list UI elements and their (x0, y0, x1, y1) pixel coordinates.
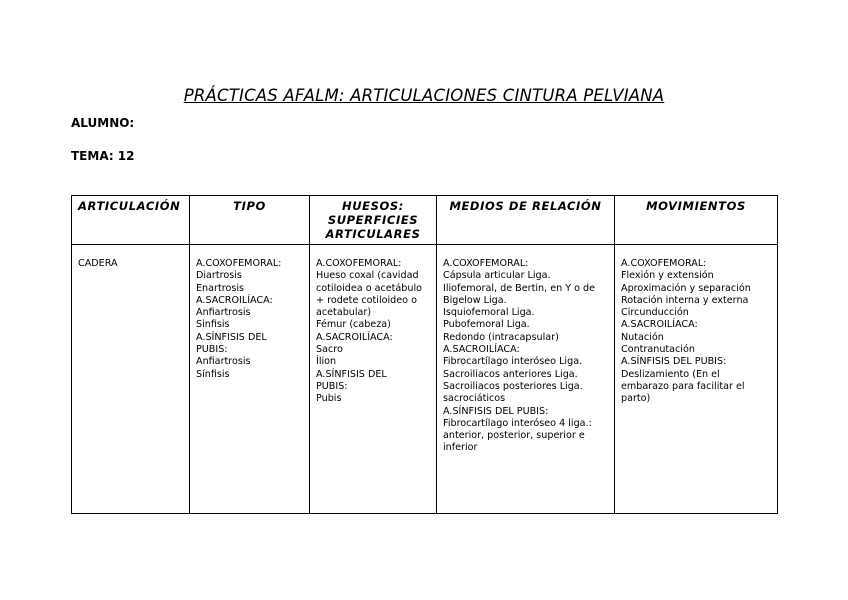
page-title: PRÁCTICAS AFALM: ARTICULACIONES CINTURA PELVIANA (183, 86, 665, 105)
cell-line: Sínfisis (196, 368, 230, 380)
header-medios (437, 196, 615, 245)
alumno-label: ALUMNO: (71, 116, 135, 130)
cell-line: Sacroiliacos posteriores Liga. (443, 380, 583, 392)
cell-line: Isquiofemoral Liga. (443, 307, 535, 319)
cell-line: Diartrosis (196, 270, 242, 282)
cell-line: cotiloidea o acetábulo (316, 282, 423, 294)
cell-line: A.COXOFEMORAL: (316, 258, 402, 269)
table-header-row (72, 196, 778, 245)
cell-line: Sacroiliacos anteriores Liga. (443, 368, 578, 380)
header-line: HUESOS: (342, 199, 404, 213)
cell-line: Anfiartrosis (196, 356, 251, 368)
cell-line: A.SÍNFISIS DEL (196, 331, 267, 343)
cell-line: parto) (621, 393, 651, 405)
header-movimientos (615, 196, 778, 245)
header-line: SUPERFICIES (327, 213, 419, 227)
header-line: MEDIOS DE RELACIÓN (449, 199, 602, 213)
table-row (72, 245, 778, 514)
header-huesos (310, 196, 437, 245)
header-tipo (190, 196, 310, 245)
cell-line: acetabular) (316, 307, 372, 319)
cell-line: A.SÍNFISIS DEL (316, 368, 387, 380)
cell-line: A.SACROILÍACA: (196, 294, 273, 306)
cell-line: Aproximación y separación (621, 282, 751, 294)
header-line: MOVIMIENTOS (646, 199, 746, 213)
cell-line: A.SACROILÍACA: (316, 331, 393, 343)
cell-line: Deslizamiento (En el (621, 368, 720, 380)
cell-line: Fibrocartílago interóseo 4 liga.: (443, 417, 592, 429)
cell-line: Nutación (621, 331, 664, 343)
cell-huesos (310, 245, 437, 514)
cell-line: Ílion (316, 356, 337, 368)
cell-line: Redondo (intracapsular) (443, 331, 559, 343)
header-line: TIPO (233, 199, 266, 213)
header-articulacion (72, 196, 190, 245)
cell-tipo (190, 245, 310, 514)
cell-line: A.SÍNFISIS DEL PUBIS: (621, 356, 727, 368)
cell-line: sacrociáticos (443, 393, 506, 405)
cell-line: PUBIS: (316, 380, 348, 392)
articulations-table (71, 195, 778, 514)
cell-line: A.COXOFEMORAL: (196, 258, 282, 269)
cell-line: Anfiartrosis (196, 307, 251, 319)
cell-line: Fibrocartílago interóseo Liga. (443, 356, 583, 368)
cell-line: Contranutación (621, 344, 695, 356)
cell-line: anterior, posterior, superior e (443, 430, 585, 442)
cell-line: Sacro (316, 344, 343, 356)
cell-line: + rodete cotiloideo o (316, 294, 417, 306)
cell-line: Hueso coxal (cavidad (316, 270, 419, 282)
cell-line: embarazo para facilitar el (621, 380, 745, 392)
cell-line: inferior (443, 442, 478, 454)
cell-line: Pubofemoral Liga. (443, 319, 530, 331)
tema-label: TEMA: 12 (71, 149, 135, 163)
cell-line: Iliofemoral, de Bertin, en Y o de (443, 282, 596, 294)
cell-line: Enartrosis (196, 282, 244, 294)
cell-line: A.SÍNFISIS DEL PUBIS: (443, 405, 549, 417)
cell-line: Circunducción (621, 307, 689, 319)
cell-line: Flexión y extensión (621, 270, 714, 282)
cell-medios (437, 245, 615, 514)
header-line: ARTICULARES (325, 227, 421, 241)
cell-line: Cápsula articular Liga. (443, 270, 551, 282)
header-line: ARTICULACIÓN (78, 199, 181, 213)
cell-line: PUBIS: (196, 344, 228, 356)
cell-movimientos (615, 245, 778, 514)
cell-line: Sinfisis (196, 319, 230, 331)
cell-articulacion (72, 245, 190, 514)
cell-line: Rotación interna y externa (621, 294, 749, 306)
cell-line: A.COXOFEMORAL: (443, 258, 529, 269)
cell-line: CADERA (78, 258, 118, 269)
cell-line: Fémur (cabeza) (316, 319, 391, 331)
cell-line: A.SACROILÍACA: (443, 344, 520, 356)
cell-line: Bigelow Liga. (443, 294, 507, 306)
cell-line: Pubis (316, 393, 342, 405)
cell-line: A.COXOFEMORAL: (621, 258, 707, 269)
cell-line: A.SACROILÍACA: (621, 319, 698, 331)
